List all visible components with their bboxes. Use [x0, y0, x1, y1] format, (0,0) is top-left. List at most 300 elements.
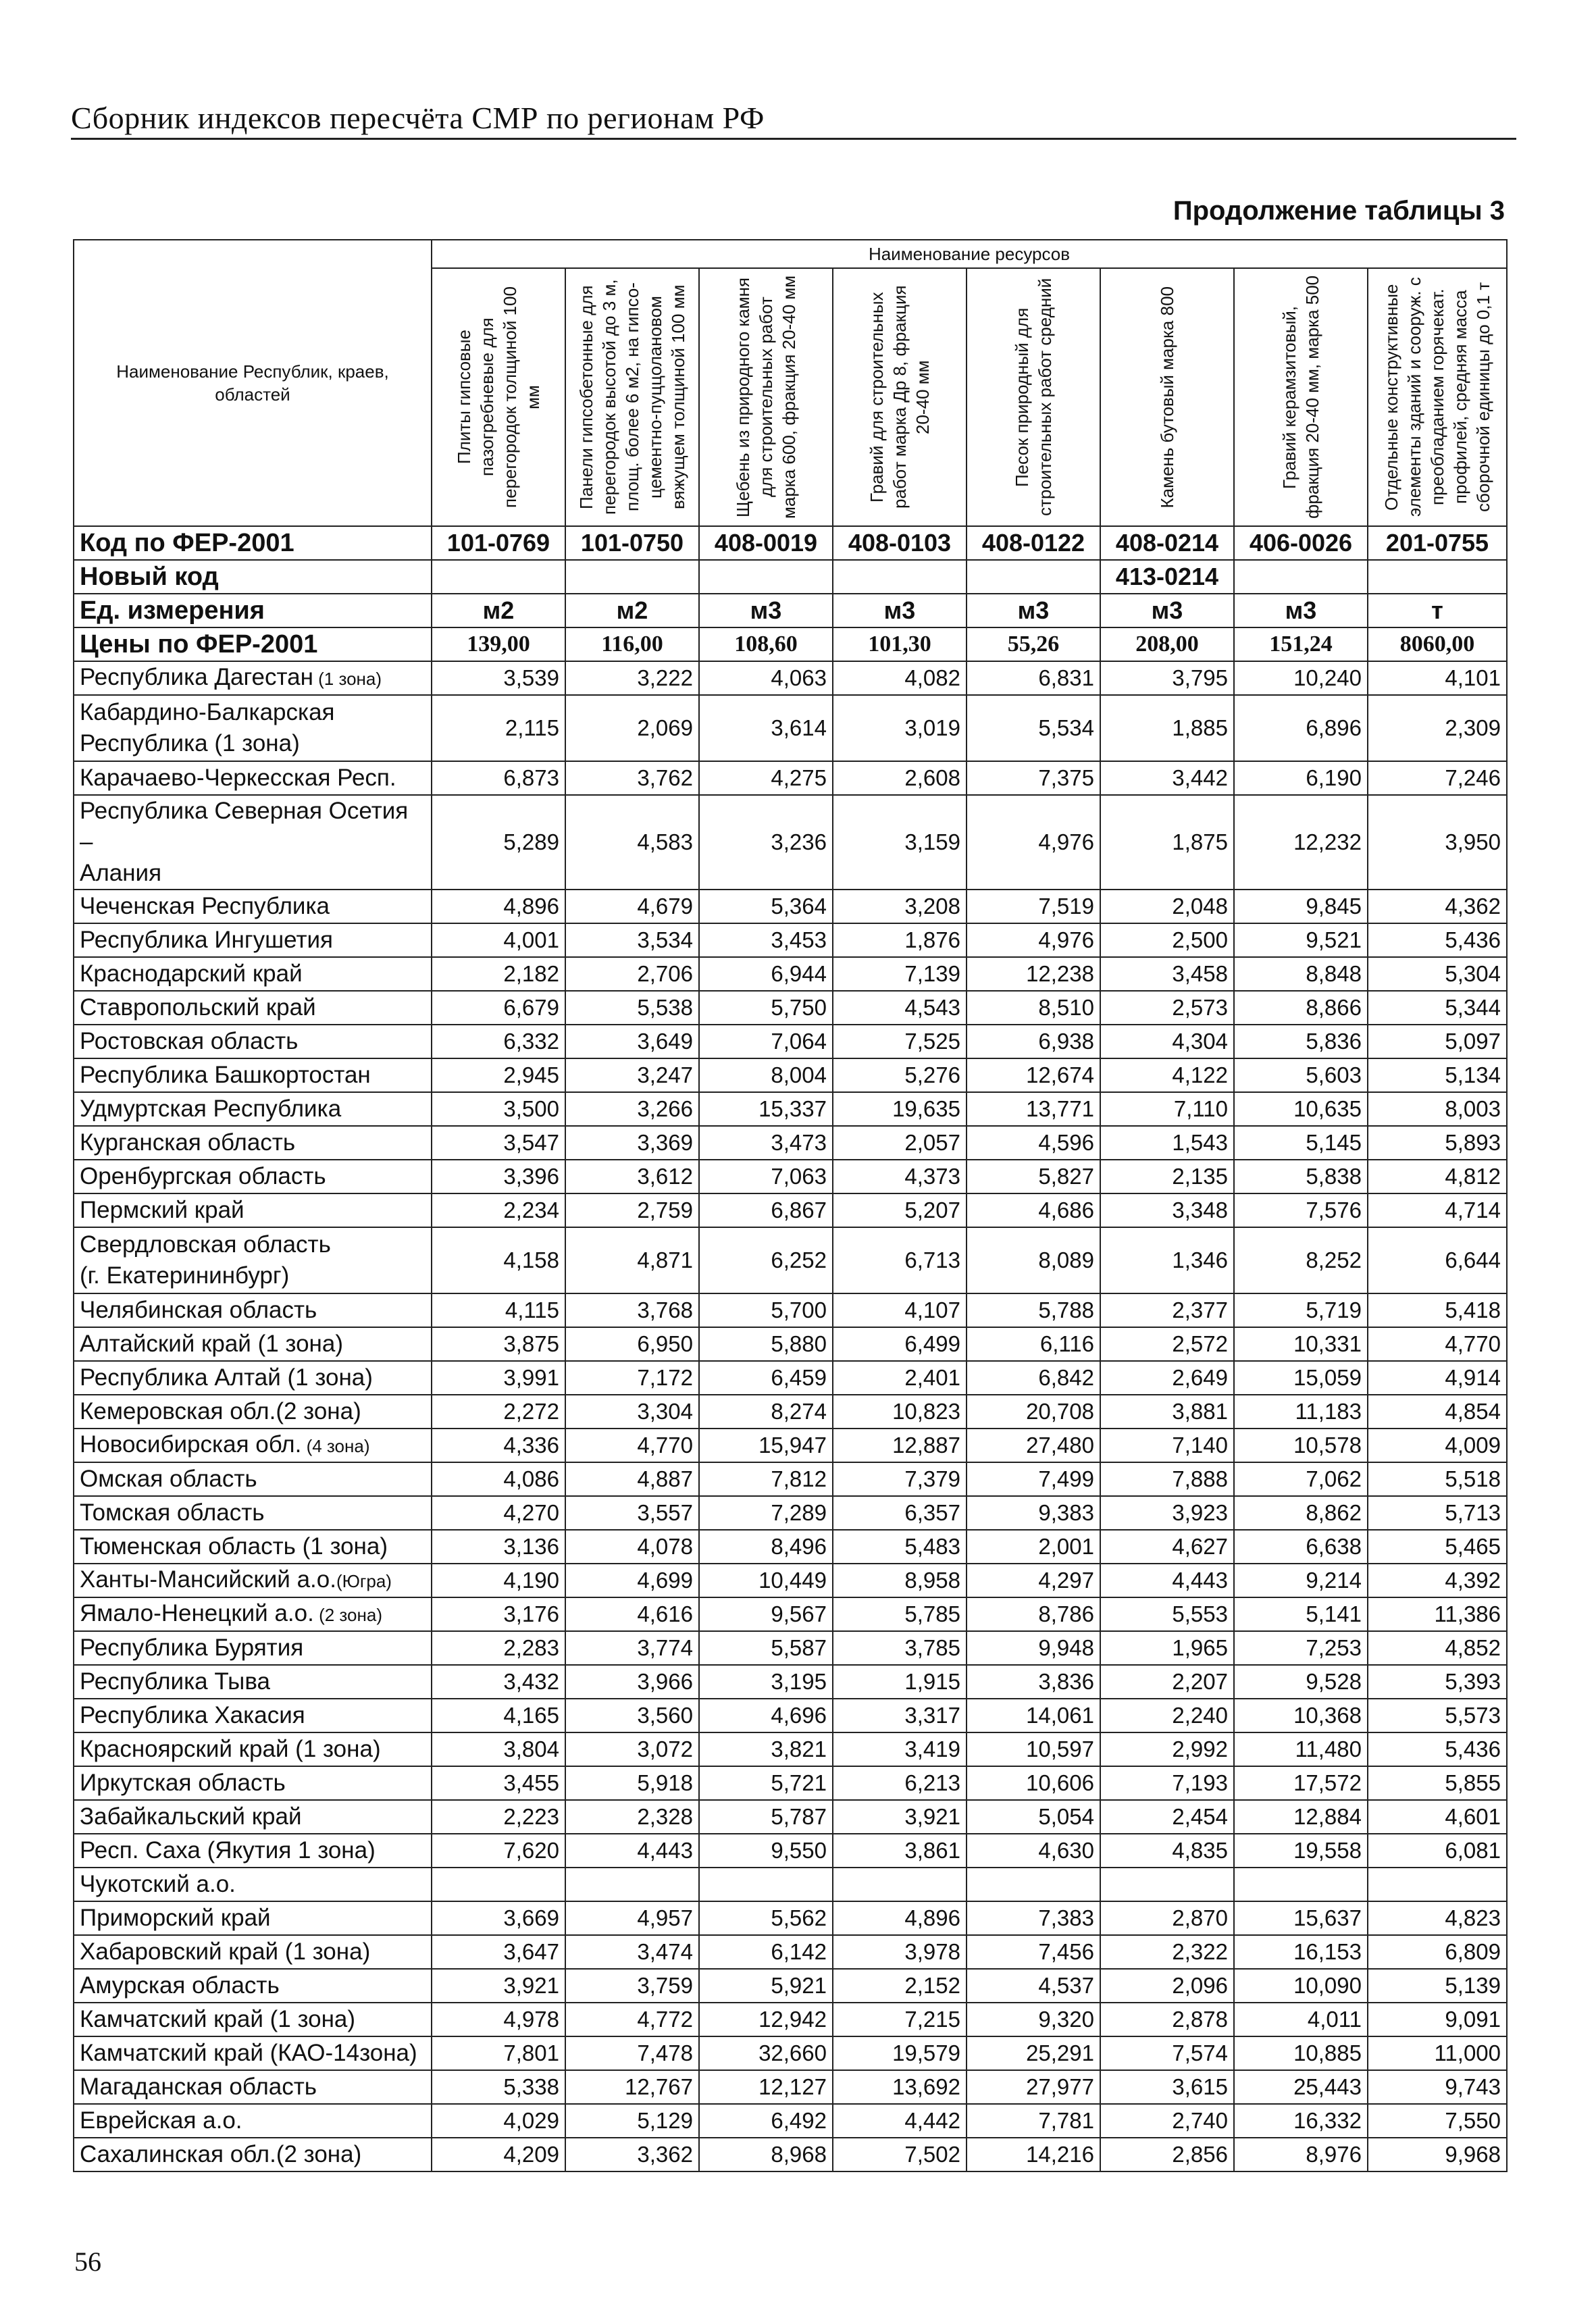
table-row	[74, 1935, 1507, 1969]
region-name-cell	[74, 1530, 432, 1564]
index-value-cell: 2,240	[1100, 1699, 1234, 1732]
region-name: Иркутская область	[80, 1770, 286, 1796]
index-value-cell: 4,679	[565, 890, 699, 923]
region-name: Республика Башкортостан	[80, 1062, 371, 1088]
index-value-cell: 5,207	[833, 1193, 967, 1227]
index-value-cell: 2,856	[1100, 2138, 1234, 2171]
region-name: Свердловская область	[80, 1231, 331, 1258]
index-value-cell: 3,649	[565, 1025, 699, 1058]
new-code-cell	[565, 560, 699, 594]
index-value-cell: 6,459	[699, 1361, 833, 1395]
index-value-cell: 3,072	[565, 1732, 699, 1766]
index-value-cell: 5,097	[1368, 1025, 1507, 1058]
index-value-cell: 2,048	[1100, 890, 1234, 923]
index-value-cell: 1,915	[833, 1665, 967, 1699]
resource-column-header-text: Плиты гипсовые пазогребневые для перегородок толщиной 100 мм	[454, 286, 543, 508]
index-value-cell: 7,215	[833, 2003, 967, 2036]
price-cell: 8060,00	[1368, 627, 1507, 661]
index-value-cell: 7,812	[699, 1462, 833, 1496]
region-name-cell	[74, 1327, 432, 1361]
index-value-cell: 2,740	[1100, 2104, 1234, 2138]
index-value-cell: 4,914	[1368, 1361, 1507, 1395]
table-row	[74, 1293, 1507, 1327]
index-value-cell: 9,383	[967, 1496, 1100, 1530]
index-value-cell: 5,893	[1368, 1126, 1507, 1160]
table-row	[74, 1327, 1507, 1361]
unit-cell: м3	[967, 594, 1100, 627]
index-value-cell: 7,478	[565, 2036, 699, 2070]
index-value-cell: 3,458	[1100, 957, 1234, 991]
index-value-cell: 4,596	[967, 1126, 1100, 1160]
index-value-cell: 6,831	[967, 661, 1100, 695]
index-value-cell: 2,572	[1100, 1327, 1234, 1361]
index-value-cell: 10,578	[1234, 1429, 1368, 1462]
index-value-cell: 7,110	[1100, 1092, 1234, 1126]
index-value-cell: 3,614	[699, 695, 833, 761]
index-value-cell: 8,968	[699, 2138, 833, 2171]
index-value-cell: 4,770	[565, 1429, 699, 1462]
region-name-cell	[74, 1868, 432, 1901]
table-row	[74, 991, 1507, 1025]
region-name: Республика Северная Осетия –	[80, 798, 409, 855]
code-cell: 408-0122	[967, 526, 1100, 560]
table-row	[74, 1901, 1507, 1935]
region-name: Республика Дагестан	[80, 664, 313, 690]
unit-row-label: Ед. измерения	[74, 594, 432, 627]
table-row	[74, 761, 1507, 795]
index-value-cell: 7,576	[1234, 1193, 1368, 1227]
index-value-cell: 19,558	[1234, 1834, 1368, 1868]
region-name-cell	[74, 991, 432, 1025]
table-row	[74, 1092, 1507, 1126]
index-value-cell: 5,700	[699, 1293, 833, 1327]
index-value-cell: 3,539	[432, 661, 565, 695]
table-row	[74, 1429, 1507, 1462]
index-value-cell: 1,346	[1100, 1227, 1234, 1293]
index-value-cell: 4,297	[967, 1564, 1100, 1597]
region-name: Амурская область	[80, 1972, 280, 1999]
region-name: Респ. Саха (Якутия 1 зона)	[80, 1837, 376, 1863]
index-value-cell: 5,587	[699, 1631, 833, 1665]
new-code-cell	[699, 560, 833, 594]
index-value-cell: 3,474	[565, 1935, 699, 1969]
index-value-cell: 4,896	[432, 890, 565, 923]
resource-column-header-text: Гравий для строительных работ марка Др 8, фракция 20-40 мм	[867, 285, 933, 509]
table-row	[74, 1665, 1507, 1699]
index-value-cell: 9,845	[1234, 890, 1368, 923]
region-column-header: Наименование Республик, краев, областей	[74, 240, 432, 526]
index-value-cell: 9,743	[1368, 2070, 1507, 2104]
index-value-cell: 5,553	[1100, 1597, 1234, 1631]
table-row	[74, 1227, 1507, 1293]
index-value-cell: 4,699	[565, 1564, 699, 1597]
region-name-cell	[74, 1935, 432, 1969]
index-value-cell: 1,876	[833, 923, 967, 957]
index-value-cell	[1234, 1868, 1368, 1901]
index-value-cell: 7,383	[967, 1901, 1100, 1935]
region-name: Еврейская а.о.	[80, 2107, 242, 2134]
region-name-cell	[74, 1058, 432, 1092]
index-value-cell: 7,801	[432, 2036, 565, 2070]
index-value-cell: 15,947	[699, 1429, 833, 1462]
table-row	[74, 1766, 1507, 1800]
index-value-cell: 10,635	[1234, 1092, 1368, 1126]
index-value-cell: 3,396	[432, 1160, 565, 1193]
index-value-cell: 2,759	[565, 1193, 699, 1227]
index-value-cell: 2,223	[432, 1800, 565, 1834]
index-value-cell: 15,337	[699, 1092, 833, 1126]
index-value-cell: 7,289	[699, 1496, 833, 1530]
index-value-cell: 2,309	[1368, 695, 1507, 761]
index-value-cell	[833, 1868, 967, 1901]
resource-column-header	[565, 268, 699, 526]
table-row	[74, 923, 1507, 957]
index-value-cell: 7,139	[833, 957, 967, 991]
index-value-cell: 5,483	[833, 1530, 967, 1564]
region-name-cell	[74, 1025, 432, 1058]
table-row	[74, 1193, 1507, 1227]
index-value-cell: 2,096	[1100, 1969, 1234, 2003]
index-value-cell: 4,896	[833, 1901, 967, 1935]
index-value-cell: 14,216	[967, 2138, 1100, 2171]
index-value-cell: 7,525	[833, 1025, 967, 1058]
region-name-cell	[74, 1293, 432, 1327]
unit-cell: т	[1368, 594, 1507, 627]
price-cell: 108,60	[699, 627, 833, 661]
table-row	[74, 695, 1507, 761]
index-value-cell: 5,534	[967, 695, 1100, 761]
table-row	[74, 1800, 1507, 1834]
index-value-cell: 25,443	[1234, 2070, 1368, 2104]
index-value-cell: 2,283	[432, 1631, 565, 1665]
index-value-cell	[967, 1868, 1100, 1901]
index-value-cell: 5,603	[1234, 1058, 1368, 1092]
unit-cell: м3	[1100, 594, 1234, 627]
region-name-cell	[74, 795, 432, 890]
document-header-title: Сборник индексов пересчёта СМР по регионам РФ	[71, 101, 765, 135]
index-value-cell: 3,560	[565, 1699, 699, 1732]
table-row	[74, 2104, 1507, 2138]
region-name: Республика Хакасия	[80, 1702, 305, 1728]
index-value-cell: 2,272	[432, 1395, 565, 1429]
index-value-cell: 2,500	[1100, 923, 1234, 957]
index-value-cell: 4,630	[967, 1834, 1100, 1868]
region-zone-note: (4 зона)	[301, 1436, 370, 1456]
index-value-cell: 3,861	[833, 1834, 967, 1868]
region-name-cell	[74, 1361, 432, 1395]
index-value-cell: 2,115	[432, 695, 565, 761]
unit-cell: м3	[699, 594, 833, 627]
region-name: Камчатский край (1 зона)	[80, 2006, 356, 2032]
index-value-cell: 6,499	[833, 1327, 967, 1361]
index-value-cell: 11,386	[1368, 1597, 1507, 1631]
index-value-cell: 11,000	[1368, 2036, 1507, 2070]
index-value-cell: 3,534	[565, 923, 699, 957]
region-name-cell	[74, 661, 432, 695]
index-value-cell: 3,615	[1100, 2070, 1234, 2104]
table-row	[74, 2036, 1507, 2070]
region-name-cell	[74, 1429, 432, 1462]
region-name-cell	[74, 1126, 432, 1160]
index-value-cell: 3,836	[967, 1665, 1100, 1699]
region-name: Республика Ингушетия	[80, 927, 334, 953]
index-value-cell: 15,059	[1234, 1361, 1368, 1395]
region-name: Магаданская область	[80, 2074, 317, 2100]
index-value-cell: 3,759	[565, 1969, 699, 2003]
region-zone-note: (Югра)	[336, 1571, 392, 1591]
index-value-cell: 8,089	[967, 1227, 1100, 1293]
index-value-cell: 3,821	[699, 1732, 833, 1766]
index-value-cell: 4,812	[1368, 1160, 1507, 1193]
table-row	[74, 1631, 1507, 1665]
region-name: Ростовская область	[80, 1028, 299, 1054]
index-value-cell: 4,887	[565, 1462, 699, 1496]
region-name: Курганская область	[80, 1129, 296, 1156]
index-value-cell: 3,774	[565, 1631, 699, 1665]
index-value-cell: 10,449	[699, 1564, 833, 1597]
region-name-cell	[74, 1665, 432, 1699]
price-cell: 101,30	[833, 627, 967, 661]
new-code-cell	[1234, 560, 1368, 594]
index-value-cell: 3,453	[699, 923, 833, 957]
region-name-cell	[74, 1969, 432, 2003]
region-name: Чукотский а.о.	[80, 1871, 236, 1897]
index-value-cell: 32,660	[699, 2036, 833, 2070]
new-code-cell	[967, 560, 1100, 594]
index-value-cell: 3,266	[565, 1092, 699, 1126]
price-cell: 208,00	[1100, 627, 1234, 661]
index-value-cell: 11,480	[1234, 1732, 1368, 1766]
index-value-cell: 3,159	[833, 795, 967, 890]
index-value-cell: 5,713	[1368, 1496, 1507, 1530]
index-value-cell: 7,063	[699, 1160, 833, 1193]
price-cell: 55,26	[967, 627, 1100, 661]
index-value-cell: 4,086	[432, 1462, 565, 1496]
index-value-cell: 3,500	[432, 1092, 565, 1126]
index-value-cell: 3,304	[565, 1395, 699, 1429]
index-value-cell: 4,209	[432, 2138, 565, 2171]
table-row	[74, 890, 1507, 923]
region-name-cell	[74, 2104, 432, 2138]
resource-column-header	[833, 268, 967, 526]
index-value-cell: 7,193	[1100, 1766, 1234, 1800]
index-value-cell: 8,004	[699, 1058, 833, 1092]
index-value-cell: 5,289	[432, 795, 565, 890]
index-value-cell: 4,011	[1234, 2003, 1368, 2036]
table-row	[74, 2070, 1507, 2104]
index-value-cell: 12,127	[699, 2070, 833, 2104]
index-value-cell: 5,827	[967, 1160, 1100, 1193]
index-value-cell: 3,432	[432, 1665, 565, 1699]
index-value-cell: 3,455	[432, 1766, 565, 1800]
index-value-cell: 7,379	[833, 1462, 967, 1496]
table-row	[74, 795, 1507, 890]
index-value-cell	[432, 1868, 565, 1901]
index-value-cell: 8,848	[1234, 957, 1368, 991]
index-value-cell: 5,538	[565, 991, 699, 1025]
index-value-cell: 4,871	[565, 1227, 699, 1293]
region-name: Удмуртская Республика	[80, 1096, 342, 1122]
index-value-cell: 12,884	[1234, 1800, 1368, 1834]
region-name: Ямало-Ненецкий а.о.	[80, 1600, 314, 1626]
index-value-cell: 4,978	[432, 2003, 565, 2036]
index-value-cell: 4,158	[432, 1227, 565, 1293]
index-value-cell: 6,950	[565, 1327, 699, 1361]
index-value-cell: 8,496	[699, 1530, 833, 1564]
table-row	[74, 1395, 1507, 1429]
index-value-cell: 4,854	[1368, 1395, 1507, 1429]
region-name: Краснодарский край	[80, 960, 303, 987]
index-value-cell: 9,550	[699, 1834, 833, 1868]
index-value-cell: 5,418	[1368, 1293, 1507, 1327]
region-name-cell	[74, 1496, 432, 1530]
index-value-cell: 3,921	[833, 1800, 967, 1834]
region-name-line2: Алания	[80, 860, 162, 886]
index-value-cell: 9,528	[1234, 1665, 1368, 1699]
index-value-cell: 2,706	[565, 957, 699, 991]
index-value-cell: 15,637	[1234, 1901, 1368, 1935]
region-name-cell	[74, 2003, 432, 2036]
index-value-cell: 2,992	[1100, 1732, 1234, 1766]
new-code-row-label: Новый код	[74, 560, 432, 594]
index-value-cell: 4,442	[833, 2104, 967, 2138]
index-value-cell: 2,401	[833, 1361, 967, 1395]
region-name-cell	[74, 1193, 432, 1227]
index-value-cell: 4,270	[432, 1496, 565, 1530]
index-value-cell: 9,320	[967, 2003, 1100, 2036]
index-value-cell: 7,172	[565, 1361, 699, 1395]
index-value-cell: 8,866	[1234, 991, 1368, 1025]
index-value-cell: 3,881	[1100, 1395, 1234, 1429]
index-value-cell	[699, 1868, 833, 1901]
region-name-cell	[74, 1597, 432, 1631]
index-value-cell: 2,322	[1100, 1935, 1234, 1969]
price-cell: 151,24	[1234, 627, 1368, 661]
index-value-cell: 8,252	[1234, 1227, 1368, 1293]
region-name-cell	[74, 1631, 432, 1665]
index-value-cell: 7,140	[1100, 1429, 1234, 1462]
region-name: Алтайский край (1 зона)	[80, 1331, 343, 1357]
index-value-cell: 4,583	[565, 795, 699, 890]
index-value-cell: 8,274	[699, 1395, 833, 1429]
index-value-cell: 5,141	[1234, 1597, 1368, 1631]
index-value-cell: 2,057	[833, 1126, 967, 1160]
table-row	[74, 1868, 1507, 1901]
region-name: Ставропольский край	[80, 994, 316, 1021]
index-value-cell: 1,543	[1100, 1126, 1234, 1160]
index-value-cell: 4,443	[565, 1834, 699, 1868]
resource-column-header-text: Песок природный для строительных работ средний	[1012, 278, 1055, 517]
index-value-cell	[565, 1868, 699, 1901]
index-value-cell: 4,601	[1368, 1800, 1507, 1834]
index-value-cell: 6,842	[967, 1361, 1100, 1395]
index-value-cell: 4,101	[1368, 661, 1507, 695]
code-cell: 201-0755	[1368, 526, 1507, 560]
index-value-cell: 1,875	[1100, 795, 1234, 890]
index-value-cell: 5,364	[699, 890, 833, 923]
index-value-cell: 4,063	[699, 661, 833, 695]
index-value-cell: 10,597	[967, 1732, 1100, 1766]
index-value-cell: 3,136	[432, 1530, 565, 1564]
index-value-cell: 2,001	[967, 1530, 1100, 1564]
region-name-cell	[74, 2138, 432, 2171]
page-number: 56	[74, 2246, 101, 2277]
region-name-cell	[74, 1800, 432, 1834]
index-value-cell: 6,809	[1368, 1935, 1507, 1969]
region-name: Приморский край	[80, 1905, 271, 1931]
index-value-cell: 6,332	[432, 1025, 565, 1058]
index-value-cell: 2,649	[1100, 1361, 1234, 1395]
index-value-cell: 3,348	[1100, 1193, 1234, 1227]
region-name-cell	[74, 1227, 432, 1293]
index-value-cell: 4,336	[432, 1429, 565, 1462]
index-value-cell: 12,767	[565, 2070, 699, 2104]
resources-group-header: Наименование ресурсов	[432, 240, 1507, 268]
new-code-cell	[1368, 560, 1507, 594]
index-value-cell: 4,772	[565, 2003, 699, 2036]
index-value-cell: 6,679	[432, 991, 565, 1025]
index-value-cell: 6,116	[967, 1327, 1100, 1361]
index-value-cell: 5,393	[1368, 1665, 1507, 1699]
index-value-cell: 3,557	[565, 1496, 699, 1530]
region-name: Кемеровская обл.(2 зона)	[80, 1398, 361, 1424]
index-value-cell: 2,377	[1100, 1293, 1234, 1327]
index-value-cell: 9,521	[1234, 923, 1368, 957]
region-name: Пермский край	[80, 1197, 244, 1223]
index-value-cell: 25,291	[967, 2036, 1100, 2070]
index-value-cell: 5,338	[432, 2070, 565, 2104]
index-value-cell: 9,567	[699, 1597, 833, 1631]
index-value-cell: 4,976	[967, 795, 1100, 890]
region-zone-note: (1 зона)	[313, 669, 382, 689]
index-value-cell: 16,332	[1234, 2104, 1368, 2138]
index-value-cell: 9,968	[1368, 2138, 1507, 2171]
index-value-cell: 4,082	[833, 661, 967, 695]
index-value-cell: 3,547	[432, 1126, 565, 1160]
region-name-cell	[74, 1834, 432, 1868]
index-value-cell: 4,686	[967, 1193, 1100, 1227]
table-row	[74, 1361, 1507, 1395]
index-value-cell: 5,921	[699, 1969, 833, 2003]
unit-cell: м2	[432, 594, 565, 627]
region-name-line2: Республика (1 зона)	[80, 730, 300, 756]
index-value-cell: 7,888	[1100, 1462, 1234, 1496]
region-name-cell	[74, 1699, 432, 1732]
index-value-cell: 20,708	[967, 1395, 1100, 1429]
region-name-cell	[74, 1395, 432, 1429]
index-value-cell: 3,991	[432, 1361, 565, 1395]
index-value-cell: 10,090	[1234, 1969, 1368, 2003]
index-value-cell: 7,550	[1368, 2104, 1507, 2138]
index-value-cell: 6,713	[833, 1227, 967, 1293]
index-value-cell: 4,078	[565, 1530, 699, 1564]
index-value-cell: 5,750	[699, 991, 833, 1025]
index-value-cell: 27,977	[967, 2070, 1100, 2104]
index-value-cell: 2,069	[565, 695, 699, 761]
index-value-cell: 10,240	[1234, 661, 1368, 695]
region-name: Чеченская Республика	[80, 893, 330, 919]
index-value-cell: 14,061	[967, 1699, 1100, 1732]
index-value-cell: 19,635	[833, 1092, 967, 1126]
regional-index-table	[73, 239, 1508, 2172]
index-value-cell: 4,543	[833, 991, 967, 1025]
region-name: Хабаровский край (1 зона)	[80, 1938, 371, 1965]
index-value-cell: 3,950	[1368, 795, 1507, 890]
index-value-cell: 4,835	[1100, 1834, 1234, 1868]
index-value-cell: 2,945	[432, 1058, 565, 1092]
index-value-cell: 13,692	[833, 2070, 967, 2104]
index-value-cell: 3,647	[432, 1935, 565, 1969]
